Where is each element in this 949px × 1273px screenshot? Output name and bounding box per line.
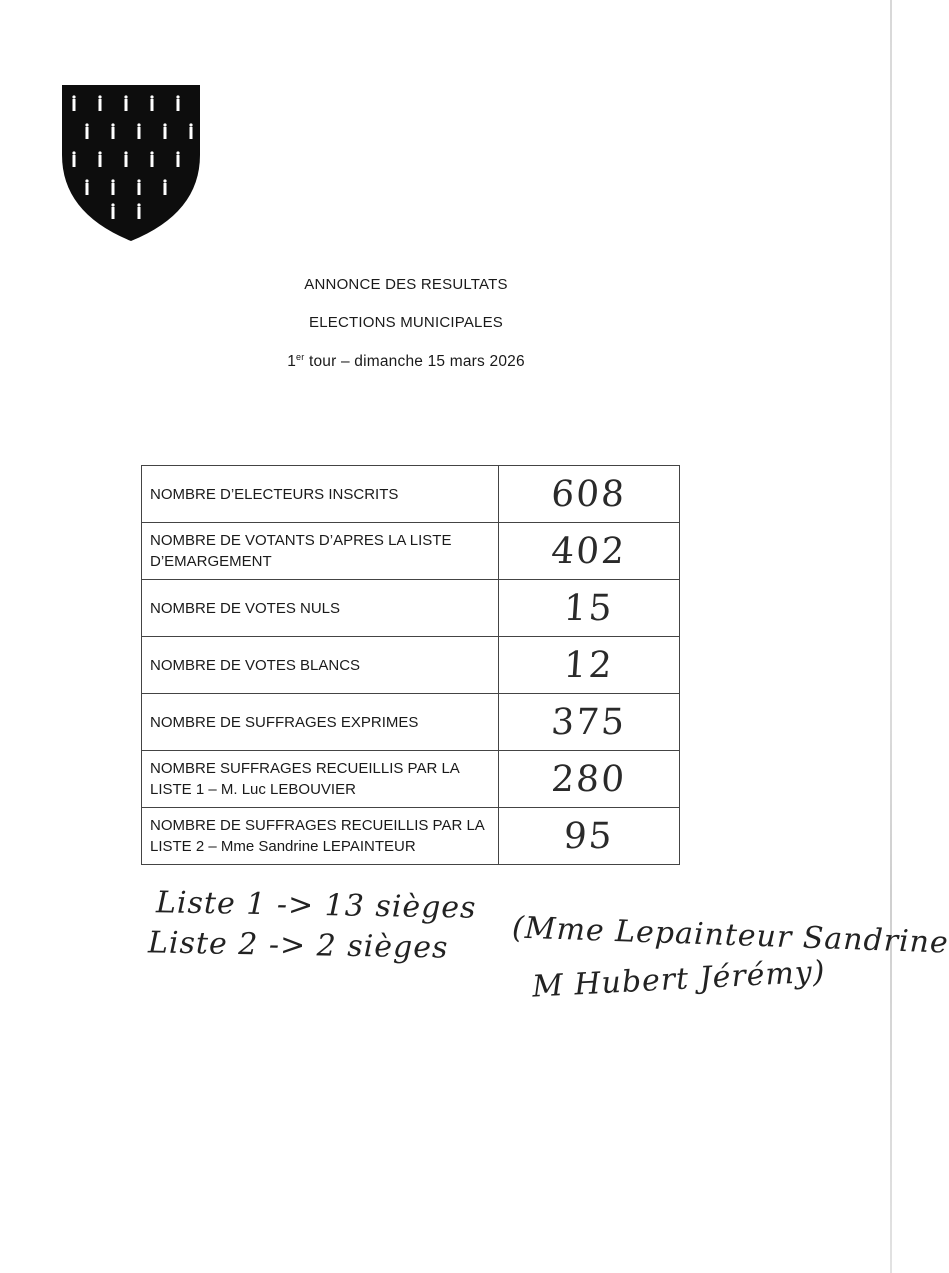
ermine-spot [164,183,167,195]
result-label: NOMBRE DE VOTES NULS [142,580,499,637]
ermine-dot [137,203,140,206]
result-value-handwritten: 95 [496,808,681,865]
scan-edge [890,0,892,1273]
ermine-dot [85,179,88,182]
ermine-spot [138,183,141,195]
result-label: NOMBRE DE SUFFRAGES RECUEILLIS PAR LA LISTE 2 – Mme Sandrine LEPAINTEUR [142,808,499,865]
ermine-dot [163,123,166,126]
election-type: ELECTIONS MUNICIPALES [309,314,503,331]
results-table [141,465,680,865]
result-label: NOMBRE D’ELECTEURS INSCRITS [142,466,499,523]
result-value-handwritten: 280 [496,751,681,808]
result-row [142,751,680,808]
ermine-spot [112,127,115,139]
result-value-handwritten: 12 [496,637,681,694]
ermine-spot [86,127,89,139]
ermine-dot [98,95,101,98]
ermine-dot [124,151,127,154]
result-row [142,694,680,751]
coat-of-arms-crest [60,85,202,243]
ermine-spot [125,155,128,167]
ermine-spot [190,127,193,139]
ermine-spot [73,155,76,167]
result-row [142,523,680,580]
result-label: NOMBRE DE VOTANTS D’APRES LA LISTE D’EMARGEMENT [142,523,499,580]
handwritten-seats-list-2: Liste 2 -> 2 sièges [147,925,449,966]
ermine-spot [177,99,180,111]
ermine-dot [85,123,88,126]
ermine-spot [164,127,167,139]
ermine-spot [125,99,128,111]
handwritten-elected-note-1: (Mme Lepainteur Sandrine [511,910,949,961]
ermine-dot [189,123,192,126]
result-row [142,580,680,637]
ermine-spot [99,99,102,111]
ermine-dot [163,179,166,182]
result-label: NOMBRE DE VOTES BLANCS [142,637,499,694]
ermine-spot [73,99,76,111]
ermine-dot [124,95,127,98]
result-label: NOMBRE SUFFRAGES RECUEILLIS PAR LA LISTE 1 – M. Luc LEBOUVIER [142,751,499,808]
result-value-handwritten: 15 [496,580,681,637]
result-row [142,466,680,523]
ermine-dot [150,151,153,154]
ermine-dot [111,179,114,182]
ermine-spot [151,99,154,111]
handwritten-seats-list-1: Liste 1 -> 13 sièges [155,885,477,926]
result-label: NOMBRE DE SUFFRAGES EXPRIMES [142,694,499,751]
result-value-handwritten: 402 [496,523,681,580]
ermine-dot [176,95,179,98]
election-round-date: 1er tour – dimanche 15 mars 2026 [287,352,525,370]
ermine-dot [98,151,101,154]
ermine-dot [72,95,75,98]
ermine-dot [137,123,140,126]
result-value-handwritten: 375 [496,694,681,751]
ermine-dot [72,151,75,154]
handwritten-elected-note-2: M Hubert Jérémy) [531,954,827,1005]
ermine-spot [177,155,180,167]
ermine-dot [111,123,114,126]
ermine-spot [138,127,141,139]
result-row [142,637,680,694]
ermine-spot [112,207,115,219]
ermine-spot [151,155,154,167]
ermine-spot [138,207,141,219]
ermine-dot [150,95,153,98]
result-value-handwritten: 608 [496,466,681,523]
ermine-dot [176,151,179,154]
ermine-spot [99,155,102,167]
ermine-dot [137,179,140,182]
announcement-title: ANNONCE DES RESULTATS [304,276,508,293]
result-row [142,808,680,865]
ermine-spot [112,183,115,195]
ermine-spot [86,183,89,195]
ermine-dot [111,203,114,206]
